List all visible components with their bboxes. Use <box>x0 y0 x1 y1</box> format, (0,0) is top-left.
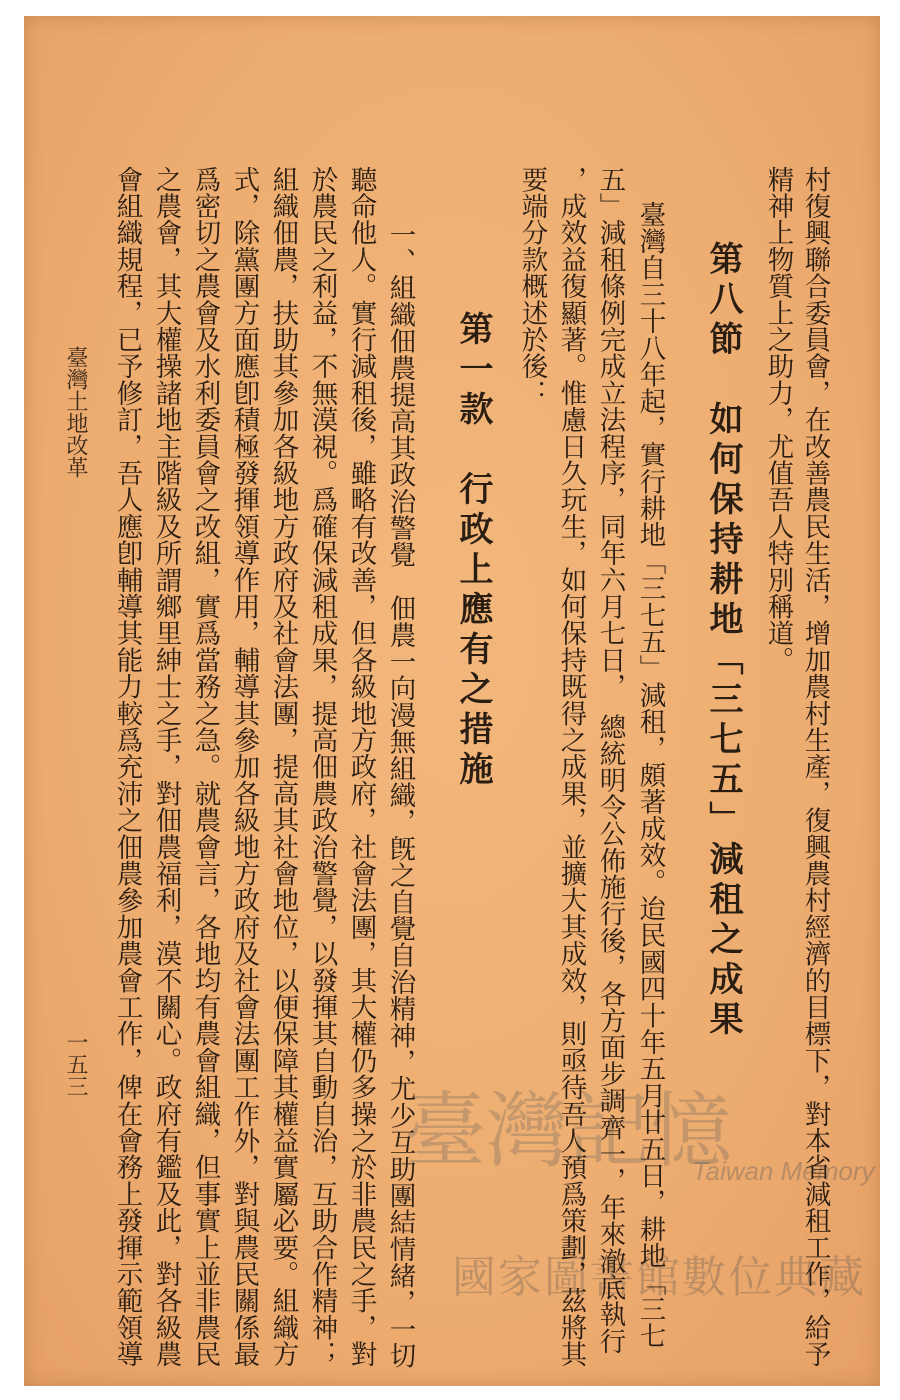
text-column-7: 要端分款概述於後： <box>516 166 548 407</box>
text-column-11: 於農民之利益，不無漠視。爲確保減租成果，提高佃農政治警覺，以發揮其自動自治，互助合作精神； <box>306 166 338 1368</box>
page-number: 一五三 <box>63 1031 88 1097</box>
subsection-heading: 第一款 行政上應有之措施 <box>453 311 493 791</box>
text-column-6: ，成效益復顯著。惟慮日久玩生，如何保持既得之成果，並擴大其成效，則亟待吾人預爲策劃，茲將其 <box>555 166 587 1368</box>
text-column-12: 組織佃農，扶助其參加各級地方政府及社會法團，提高其社會地位，以便保障其權益實屬必要。組織方 <box>267 166 299 1368</box>
text-column-16: 會組織規程，已予修訂，吾人應卽輔導其能力較爲充沛之佃農參加農會工作，俾在會務上發揮示範領導 <box>111 166 143 1368</box>
text-column-1: 村復興聯合委員會，在改善農民生活，增加農村生產，復興農村經濟的目標下，對本省減租工作，給予 <box>799 166 831 1368</box>
text-column-15: 之農會，其大權操諸地主階級及所謂鄉里紳士之手，對佃農福利，漠不關心。政府有鑑及此，對各級農 <box>150 166 182 1368</box>
text-column-2: 精神上物質上之助力，尤值吾人特別稱道。 <box>762 166 794 674</box>
document-page <box>24 16 880 1386</box>
book-title-footer: 臺灣土地改革 <box>63 346 88 478</box>
text-column-9: 一、組織佃農提高其政治警覺 佃農一向漫無組織，旣之自覺自治精神，尤少互助團結情緒，一切 <box>384 221 416 1370</box>
taiwan-memory-watermark: 臺灣記憶 <box>404 1084 733 1179</box>
text-column-14: 爲密切之農會及水利委員會之改組，實爲當務之急。就農會言，各地均有農會組織，但事實上並非農民 <box>189 166 221 1368</box>
text-column-4: 臺灣自三十八年起，實行耕地「三七五」減租，頗著成效。迨民國四十年五月廿五日，耕地「三七 <box>634 201 666 1350</box>
national-library-watermark: 國家圖書館數位典藏 <box>452 1252 866 1303</box>
text-column-10: 聽命他人。實行減租後，雖略有改善，但各級地方政府，社會法團，其大權仍多操之於非農民之手，對 <box>345 166 377 1368</box>
text-column-13: 式，除黨團方面應卽積極發揮領導作用，輔導其參加各級地方政府及社會法團工作外，對與農民關係最 <box>228 166 260 1368</box>
text-column-5: 五」減租條例完成立法程序，同年六月七日， 總統明令公佈施行後，各方面步調齊一，年來澈底執行 <box>594 166 626 1355</box>
section-heading: 第八節 如何保持耕地「三七五」減租之成果 <box>703 241 743 1041</box>
taiwan-memory-watermark-english: Taiwan Memory <box>692 1156 875 1186</box>
